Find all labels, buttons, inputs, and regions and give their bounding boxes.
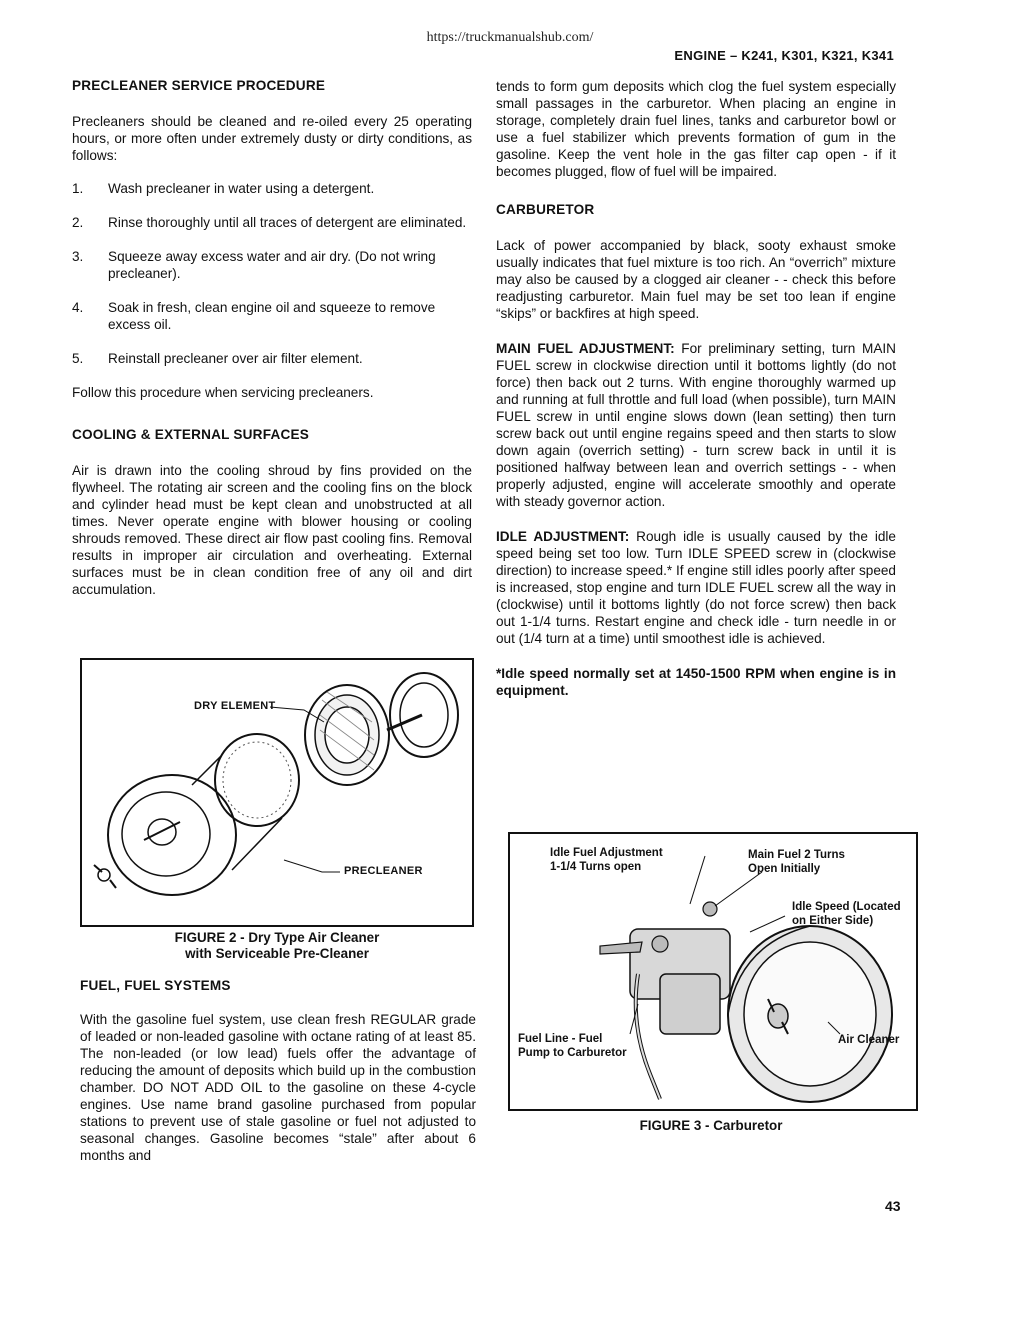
list-item: 1. Wash precleaner in water using a detergent. [72, 181, 375, 196]
precleaner-closing: Follow this procedure when servicing precleaners. [72, 385, 374, 400]
figure-2-air-cleaner [80, 658, 474, 927]
fuel-body: With the gasoline fuel system, use clean fresh REGULAR grade of leaded or non-leaded gasoline with octane rating of at least 85. The non-leaded (or low lead) fuels offer the advantage of reducing the amount of deposits which build up in the combustion chamber. DO NOT ADD OIL to the gasoline on these 4-cycle engines. Use name brand gasoline purchased from popular stations to prevent use of stale gasoline or fuel not adjusted to seasonal changes. Gasoline becomes “stale” after about 6 months and [80, 1012, 476, 1163]
air-cleaner-label: Air Cleaner [838, 1034, 900, 1046]
fuel-heading: FUEL, FUEL SYSTEMS [80, 978, 231, 993]
main-fuel-lead: MAIN FUEL ADJUSTMENT: [496, 341, 675, 356]
main-fuel-label: Main Fuel 2 Turns Open Initially [748, 849, 845, 875]
fuel-continuation: tends to form gum deposits which clog the fuel system especially small passages in the carburetor. When placing an engine in storage, completely drain fuel lines, tanks and carburetor bowl or use a fuel stabilizer which prevents formation of gum in the gasoline. Keep the vent hole in the gas filter cap open - if it becomes plugged, flow of fuel will be impaired. [496, 79, 896, 179]
idle-adjustment [496, 528, 896, 647]
running-title: ENGINE – K241, K301, K321, K341 [674, 48, 894, 63]
list-item: 4. Soak in fresh, clean engine oil and squeeze to remove excess oil. [72, 300, 436, 332]
left-column [72, 78, 472, 614]
precleaner-intro: Precleaners should be cleaned and re-oiled every 25 operating hours, or more often under extremely dusty or dirty conditions, as follows: [72, 114, 472, 163]
dry-element-label: DRY ELEMENT [194, 700, 276, 712]
idle-lead: IDLE ADJUSTMENT: [496, 529, 630, 544]
carburetor-body: Lack of power accompanied by black, sooty exhaust smoke usually indicates that fuel mixture is too rich. An “overrich” mixture may also be caused by a clogged air cleaner - - check this before readjusting carburetor. Main fuel may be set too lean if engine “skips” or backfires at high speed. [496, 238, 896, 321]
list-item: 3. Squeeze away excess water and air dry. (Do not wring precleaner). [72, 249, 436, 281]
figure-2-caption: FIGURE 2 - Dry Type Air Cleaner with Serviceable Pre-Cleaner [174, 930, 380, 961]
cooling-heading: COOLING & EXTERNAL SURFACES [72, 427, 310, 442]
idle-speed-label: Idle Speed (Located on Either Side) [792, 901, 901, 927]
figure-3-carburetor [508, 832, 918, 1111]
carburetor-heading: CARBURETOR [496, 202, 595, 217]
page-number: 43 [885, 1198, 901, 1214]
source-url: https://truckmanualshub.com/ [426, 30, 594, 45]
list-item: 5. Reinstall precleaner over air filter element. [72, 351, 363, 366]
figure-3-caption: FIGURE 3 - Carburetor [639, 1118, 783, 1133]
idle-speed-note: *Idle speed normally set at 1450-1500 RPM when engine is in equipment. [496, 666, 896, 698]
idle-fuel-label: Idle Fuel Adjustment 1-1/4 Turns open [550, 847, 663, 873]
fuel-section [80, 978, 476, 1180]
cooling-body: Air is drawn into the cooling shroud by fins provided on the flywheel. The rotating air screen and the cooling fins on the block and cylinder head must be kept clean and unobstructed at all times. Never operate engine with blower housing or cooling shrouds removed. These direct air flow past cooling fins. Removal results in improper air circulation and overheating. External surfaces must be in clean condition free of any oil and dirt accumulation. [72, 463, 472, 597]
carburetor-illustration [510, 834, 916, 1109]
precleaner-steps [72, 180, 472, 367]
fuel-line-label: Fuel Line - Fuel Pump to Carburetor [518, 1033, 627, 1059]
main-fuel-body: For preliminary setting, turn MAIN FUEL screw in clockwise direction until it bottoms lightly (do not force) then back out 2 turns. With engine thoroughly warmed up and running at full throttle and full load (when possible), turn MAIN FUEL screw in until engine slows down (lean setting) then turn screw back out until engine regains speed and then starts to slow down again (overrich setting) - turn screw back in until it is positioned halfway between lean and overrich settings - - when properly adjusted, engine will accelerate smoothly and operate with steady governor action. [496, 341, 896, 509]
main-fuel-adjustment [496, 340, 896, 510]
list-item: 2. Rinse thoroughly until all traces of detergent are eliminated. [72, 215, 467, 230]
precleaner-label: PRECLEANER [344, 865, 423, 877]
right-column [496, 78, 896, 715]
idle-body: Rough idle is usually caused by the idle speed being set too low. Turn IDLE SPEED screw in (clockwise direction) to increase speed.* If engine still idles poorly after speed is increased, stop engine and turn IDLE FUEL screw all the way in (clockwise) until it bottoms lightly (do not force screw) then back out 1-1/4 turns. Restart engine and check idle - turn needle in or out (1/4 turn at a time) until smoothest idle is achieved. [496, 529, 896, 646]
air-cleaner-illustration [82, 660, 472, 925]
precleaner-heading: PRECLEANER SERVICE PROCEDURE [72, 78, 326, 93]
